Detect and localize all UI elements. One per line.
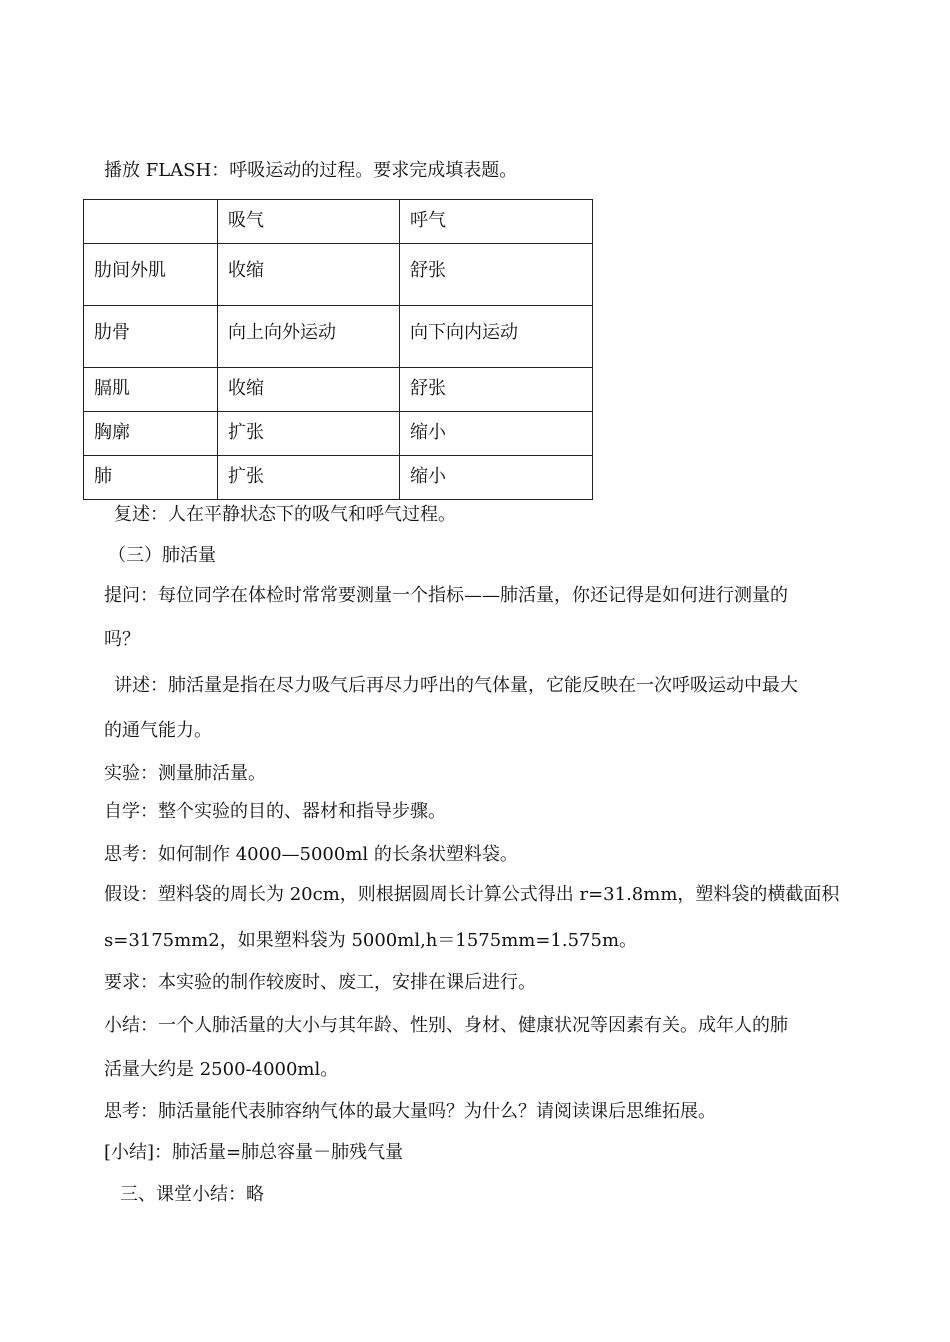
- paragraph-self-study: 自学：整个实验的目的、器材和指导步骤。: [104, 801, 446, 822]
- paragraph-think: 思考：如何制作 4000—5000ml 的长条状塑料袋。: [104, 844, 518, 865]
- table-cell: 舒张: [400, 244, 593, 306]
- table-cell: 缩小: [400, 412, 593, 456]
- table-row: [84, 306, 593, 368]
- paragraph-assume: 假设：塑料袋的周长为 20cm，则根据圆周长计算公式得出 r=31.8mm，塑料袋的横截面积: [104, 884, 840, 905]
- table-header-row: [84, 200, 593, 244]
- table-row: [84, 412, 593, 456]
- intro-text: 播放 FLASH：呼吸运动的过程。要求完成填表题。: [104, 160, 518, 181]
- paragraph-question-cont: 吗？: [104, 629, 140, 650]
- table-header-cell: 呼气: [400, 200, 593, 244]
- paragraph-explain-cont: 的通气能力。: [104, 720, 212, 741]
- paragraph-summary: 小结：一个人肺活量的大小与其年龄、性别、身材、健康状况等因素有关。成年人的肺: [104, 1015, 788, 1036]
- table-row: [84, 368, 593, 412]
- paragraph-question: 提问：每位同学在体检时常常要测量一个指标——肺活量，你还记得是如何进行测量的: [104, 585, 788, 606]
- paragraph-class-summary: 三、课堂小结：略: [120, 1184, 264, 1205]
- paragraph-summary-formula: [小结]：肺活量=肺总容量－肺残气量: [104, 1142, 404, 1163]
- paragraph-experiment: 实验：测量肺活量。: [104, 763, 266, 784]
- table-cell: 肺: [84, 456, 218, 500]
- section-heading: （三）肺活量: [108, 545, 216, 566]
- table-cell: 收缩: [218, 368, 400, 412]
- paragraph-summary-cont: 活量大约是 2500-4000ml。: [104, 1059, 339, 1080]
- table-cell: 向下向内运动: [400, 306, 593, 368]
- table-cell: 肋间外肌: [84, 244, 218, 306]
- table-header-cell: 吸气: [218, 200, 400, 244]
- table-cell: 扩张: [218, 456, 400, 500]
- paragraph-requirement: 要求：本实验的制作较废时、废工，安排在课后进行。: [104, 972, 536, 993]
- table-cell: 扩张: [218, 412, 400, 456]
- table-cell: 舒张: [400, 368, 593, 412]
- table-cell: 膈肌: [84, 368, 218, 412]
- table-cell: 缩小: [400, 456, 593, 500]
- breathing-table: [83, 199, 593, 500]
- paragraph-think-2: 思考：肺活量能代表肺容纳气体的最大量吗？为什么？请阅读课后思维拓展。: [104, 1101, 716, 1122]
- table-row: [84, 244, 593, 306]
- paragraph-explain: 讲述：肺活量是指在尽力吸气后再尽力呼出的气体量，它能反映在一次呼吸运动中最大: [114, 675, 798, 696]
- table-header-cell: [84, 200, 218, 244]
- table-cell: 胸廓: [84, 412, 218, 456]
- paragraph-restate: 复述：人在平静状态下的吸气和呼气过程。: [114, 504, 456, 525]
- table-cell: 向上向外运动: [218, 306, 400, 368]
- table-cell: 肋骨: [84, 306, 218, 368]
- table-cell: 收缩: [218, 244, 400, 306]
- paragraph-assume-cont: s=3175mm2，如果塑料袋为 5000ml,h＝1575mm=1.575m。: [104, 930, 638, 951]
- table-row: [84, 456, 593, 500]
